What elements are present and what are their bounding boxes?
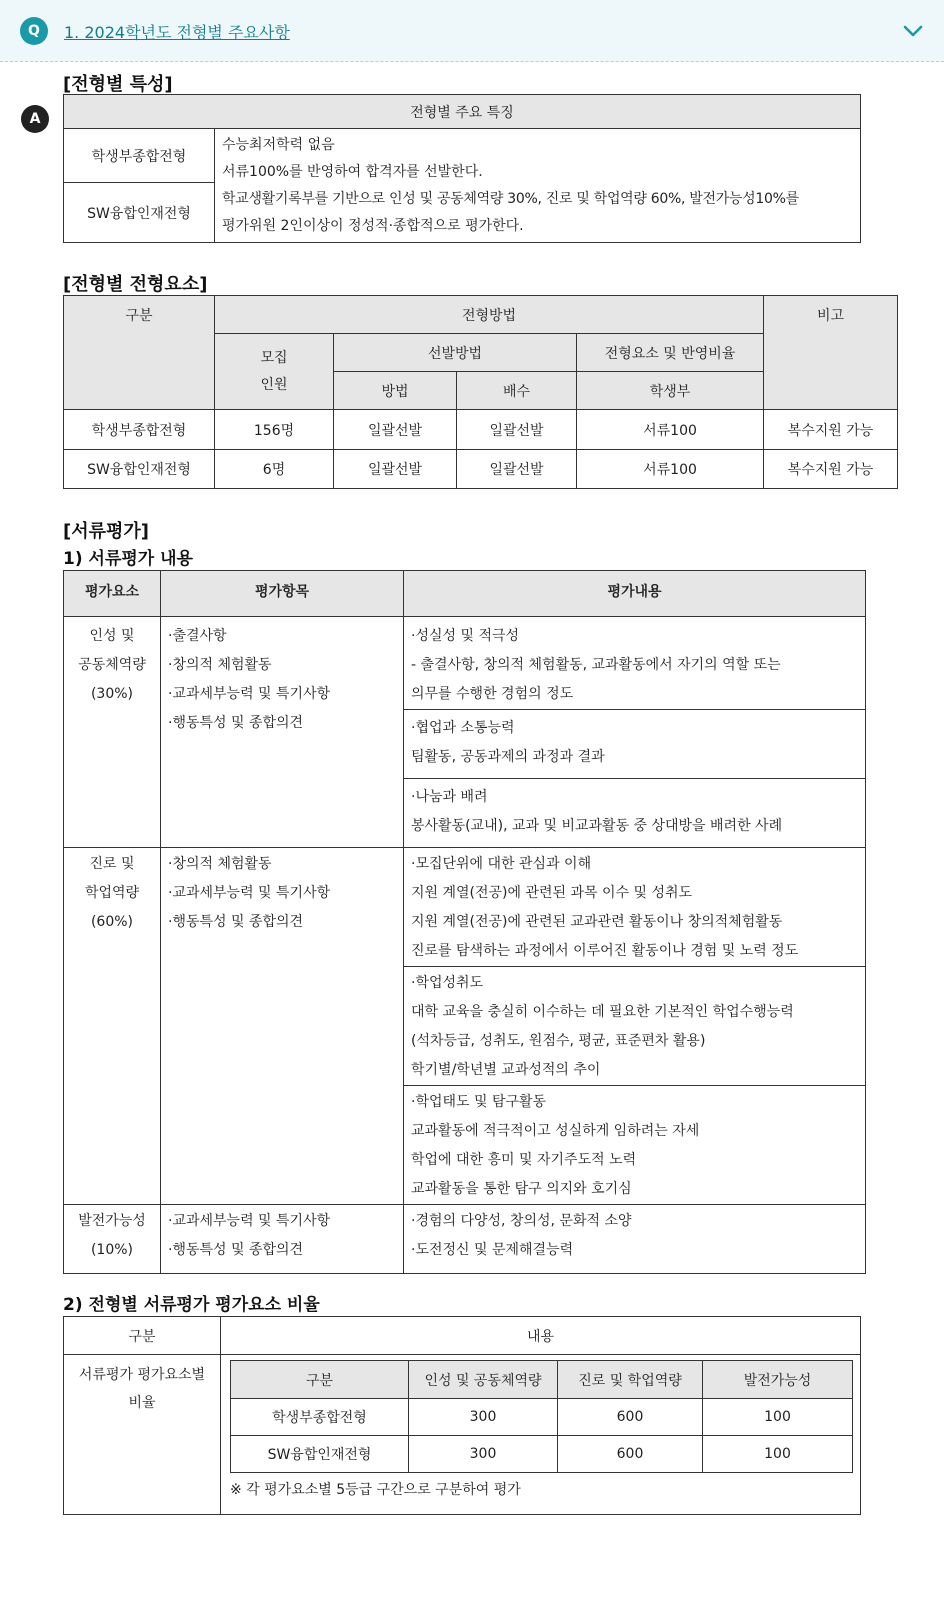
ratio-label-line: 서류평가 평가요소별 xyxy=(78,1367,206,1383)
element-cell xyxy=(64,617,161,848)
q-badge: Q xyxy=(20,17,48,45)
ratio-h-gubun: 구분 xyxy=(64,1317,221,1355)
element-line: (10%) xyxy=(90,1242,134,1258)
content-line: 의무를 수행한 경험의 정도 xyxy=(411,686,574,702)
item-cell xyxy=(161,617,404,848)
item-line: ·행동특성 및 종합의견 xyxy=(168,1242,304,1258)
elements-h-way: 방법 xyxy=(334,372,457,410)
item-line: ·행동특성 및 종합의견 xyxy=(168,914,304,930)
features-line: 평가위원 2인이상이 정성적·종합적으로 평가한다. xyxy=(222,217,524,234)
item-line: ·창의적 체험활동 xyxy=(168,657,272,673)
elements-heading: [전형별 전형요소] xyxy=(63,274,208,295)
elements-h-record: 학생부 xyxy=(577,372,764,410)
row-multiple: 일괄선발 xyxy=(457,410,577,450)
doc-h-content: 평가내용 xyxy=(404,571,866,617)
inner-cell: 600 xyxy=(558,1399,703,1436)
content-line: ·모집단위에 대한 관심과 이해 xyxy=(411,856,592,872)
features-description xyxy=(215,129,861,243)
content-line: ·학업태도 및 탐구활동 xyxy=(411,1094,547,1110)
inner-h-gubun: 구분 xyxy=(231,1361,409,1399)
content-line: ·협업과 소통능력 xyxy=(411,720,515,736)
item-cell xyxy=(161,848,404,1205)
row-note: 복수지원 가능 xyxy=(764,450,898,489)
faq-question-title[interactable]: 1. 2024학년도 전형별 주요사항 xyxy=(64,23,290,42)
doc-eval-heading: [서류평가] xyxy=(63,521,150,542)
features-line: 학교생활기록부를 기반으로 인성 및 공동체역량 30%, 진로 및 학업역량 60%, 발전가능성10%를 xyxy=(222,190,799,207)
ratio-table xyxy=(63,1316,861,1515)
a-badge: A xyxy=(21,105,49,133)
item-line: ·교과세부능력 및 특기사항 xyxy=(168,686,331,702)
content-line: ·성실성 및 적극성 xyxy=(411,628,520,644)
row-record: 서류100 xyxy=(577,410,764,450)
content-cell xyxy=(404,779,866,848)
table-row xyxy=(64,450,898,489)
faq-question-bar[interactable] xyxy=(0,0,944,62)
ratio-row-label xyxy=(64,1355,221,1515)
inner-cell: 300 xyxy=(409,1436,558,1473)
content-line: 팀활동, 공동과제의 과정과 결과 xyxy=(411,749,605,765)
elements-h-ratio: 전형요소 및 반영비율 xyxy=(577,334,764,372)
inner-h-career: 진로 및 학업역량 xyxy=(558,1361,703,1399)
ratio-sub2: 2) 전형별 서류평가 평가요소 비율 xyxy=(63,1295,320,1315)
element-line: 공동체역량 xyxy=(78,657,146,673)
item-line: ·창의적 체험활동 xyxy=(168,856,272,872)
content-line: 학기별/학년별 교과성적의 추이 xyxy=(411,1062,601,1078)
features-row-name: 학생부종합전형 xyxy=(64,129,215,183)
element-line: 발전가능성 xyxy=(78,1213,146,1229)
ratio-inner-table xyxy=(230,1360,853,1473)
doc-h-item: 평가항목 xyxy=(161,571,404,617)
row-note: 복수지원 가능 xyxy=(764,410,898,450)
content-line: ·나눔과 배려 xyxy=(411,789,488,805)
elements-h-multiple: 배수 xyxy=(457,372,577,410)
features-heading: [전형별 특성] xyxy=(63,74,173,95)
features-header: 전형별 주요 특징 xyxy=(64,95,861,129)
inner-cell: SW융합인재전형 xyxy=(231,1436,409,1473)
content-line: 학업에 대한 흥미 및 자기주도적 노력 xyxy=(411,1152,637,1168)
content-line: ·학업성취도 xyxy=(411,975,484,991)
content-cell xyxy=(404,1205,866,1274)
content-line: 진로를 탐색하는 과정에서 이루어진 활동이나 경험 및 노력 정도 xyxy=(411,943,799,959)
doc-eval-table xyxy=(63,570,866,1274)
row-record: 서류100 xyxy=(577,450,764,489)
element-line: 학업역량 xyxy=(84,885,140,901)
content-line: ·경험의 다양성, 창의성, 문화적 소양 xyxy=(411,1213,632,1229)
inner-cell: 100 xyxy=(703,1399,853,1436)
table-row xyxy=(231,1436,853,1473)
element-cell xyxy=(64,848,161,1205)
table-row xyxy=(231,1399,853,1436)
elements-table xyxy=(63,295,898,489)
row-multiple: 일괄선발 xyxy=(457,450,577,489)
chevron-down-icon[interactable] xyxy=(900,18,926,44)
elements-h-gubun: 구분 xyxy=(64,296,215,410)
content-line: 대학 교육을 충실히 이수하는 데 필요한 기본적인 학업수행능력 xyxy=(411,1004,794,1020)
content-cell xyxy=(404,967,866,1086)
item-line: ·출결사항 xyxy=(168,628,227,644)
features-row-name: SW융합인재전형 xyxy=(64,183,215,243)
elements-h-note: 비고 xyxy=(764,296,898,410)
element-line: 인성 및 xyxy=(89,628,135,644)
content-cell xyxy=(404,848,866,967)
content-line: 교과활동에 적극적이고 성실하게 임하려는 자세 xyxy=(411,1123,700,1139)
elements-h-recruit xyxy=(215,334,334,410)
row-way: 일괄선발 xyxy=(334,450,457,489)
inner-cell: 학생부종합전형 xyxy=(231,1399,409,1436)
ratio-content-cell xyxy=(221,1355,861,1515)
inner-cell: 600 xyxy=(558,1436,703,1473)
content-line: ·도전정신 및 문제해결능력 xyxy=(411,1242,574,1258)
h-recruit-line: 인원 xyxy=(260,376,288,393)
content-line: 봉사활동(교내), 교과 및 비교과활동 중 상대방을 배려한 사례 xyxy=(411,818,783,834)
row-way: 일괄선발 xyxy=(334,410,457,450)
content-line: 지원 계열(전공)에 관련된 과목 이수 및 성취도 xyxy=(411,885,693,901)
h-recruit-line: 모집 xyxy=(260,349,288,366)
row-name: SW융합인재전형 xyxy=(64,450,215,489)
doc-h-element: 평가요소 xyxy=(64,571,161,617)
ratio-footnote: ※ 각 평가요소별 5등급 구간으로 구분하여 평가 xyxy=(230,1482,521,1498)
element-line: (30%) xyxy=(90,686,134,702)
inner-cell: 100 xyxy=(703,1436,853,1473)
inner-h-personality: 인성 및 공동체역량 xyxy=(409,1361,558,1399)
elements-h-selection: 선발방법 xyxy=(334,334,577,372)
element-line: (60%) xyxy=(90,914,134,930)
content-cell xyxy=(404,710,866,779)
content-cell xyxy=(404,617,866,710)
element-cell xyxy=(64,1205,161,1274)
content-line: - 출결사항, 창의적 체험활동, 교과활동에서 자기의 역할 또는 xyxy=(411,657,781,673)
element-line: 진로 및 xyxy=(89,856,135,872)
features-table xyxy=(63,94,861,243)
features-line: 수능최저학력 없음 xyxy=(222,136,335,153)
content-line: 지원 계열(전공)에 관련된 교과관련 활동이나 창의적체험활동 xyxy=(411,914,783,930)
ratio-label-line: 비율 xyxy=(128,1395,156,1411)
item-line: ·행동특성 및 종합의견 xyxy=(168,715,304,731)
inner-cell: 300 xyxy=(409,1399,558,1436)
row-count: 156명 xyxy=(215,410,334,450)
row-count: 6명 xyxy=(215,450,334,489)
ratio-h-content: 내용 xyxy=(221,1317,861,1355)
item-line: ·교과세부능력 및 특기사항 xyxy=(168,885,331,901)
item-line: ·교과세부능력 및 특기사항 xyxy=(168,1213,331,1229)
row-name: 학생부종합전형 xyxy=(64,410,215,450)
content-cell xyxy=(404,1086,866,1205)
features-line: 서류100%를 반영하여 합격자를 선발한다. xyxy=(222,163,483,180)
table-row xyxy=(64,410,898,450)
doc-eval-sub1: 1) 서류평가 내용 xyxy=(63,549,193,569)
content-line: 교과활동을 통한 탐구 의지와 호기심 xyxy=(411,1181,632,1197)
inner-h-potential: 발전가능성 xyxy=(703,1361,853,1399)
elements-h-method: 전형방법 xyxy=(215,296,764,334)
content-line: (석차등급, 성취도, 원점수, 평균, 표준편차 활용) xyxy=(411,1033,706,1049)
item-cell xyxy=(161,1205,404,1274)
